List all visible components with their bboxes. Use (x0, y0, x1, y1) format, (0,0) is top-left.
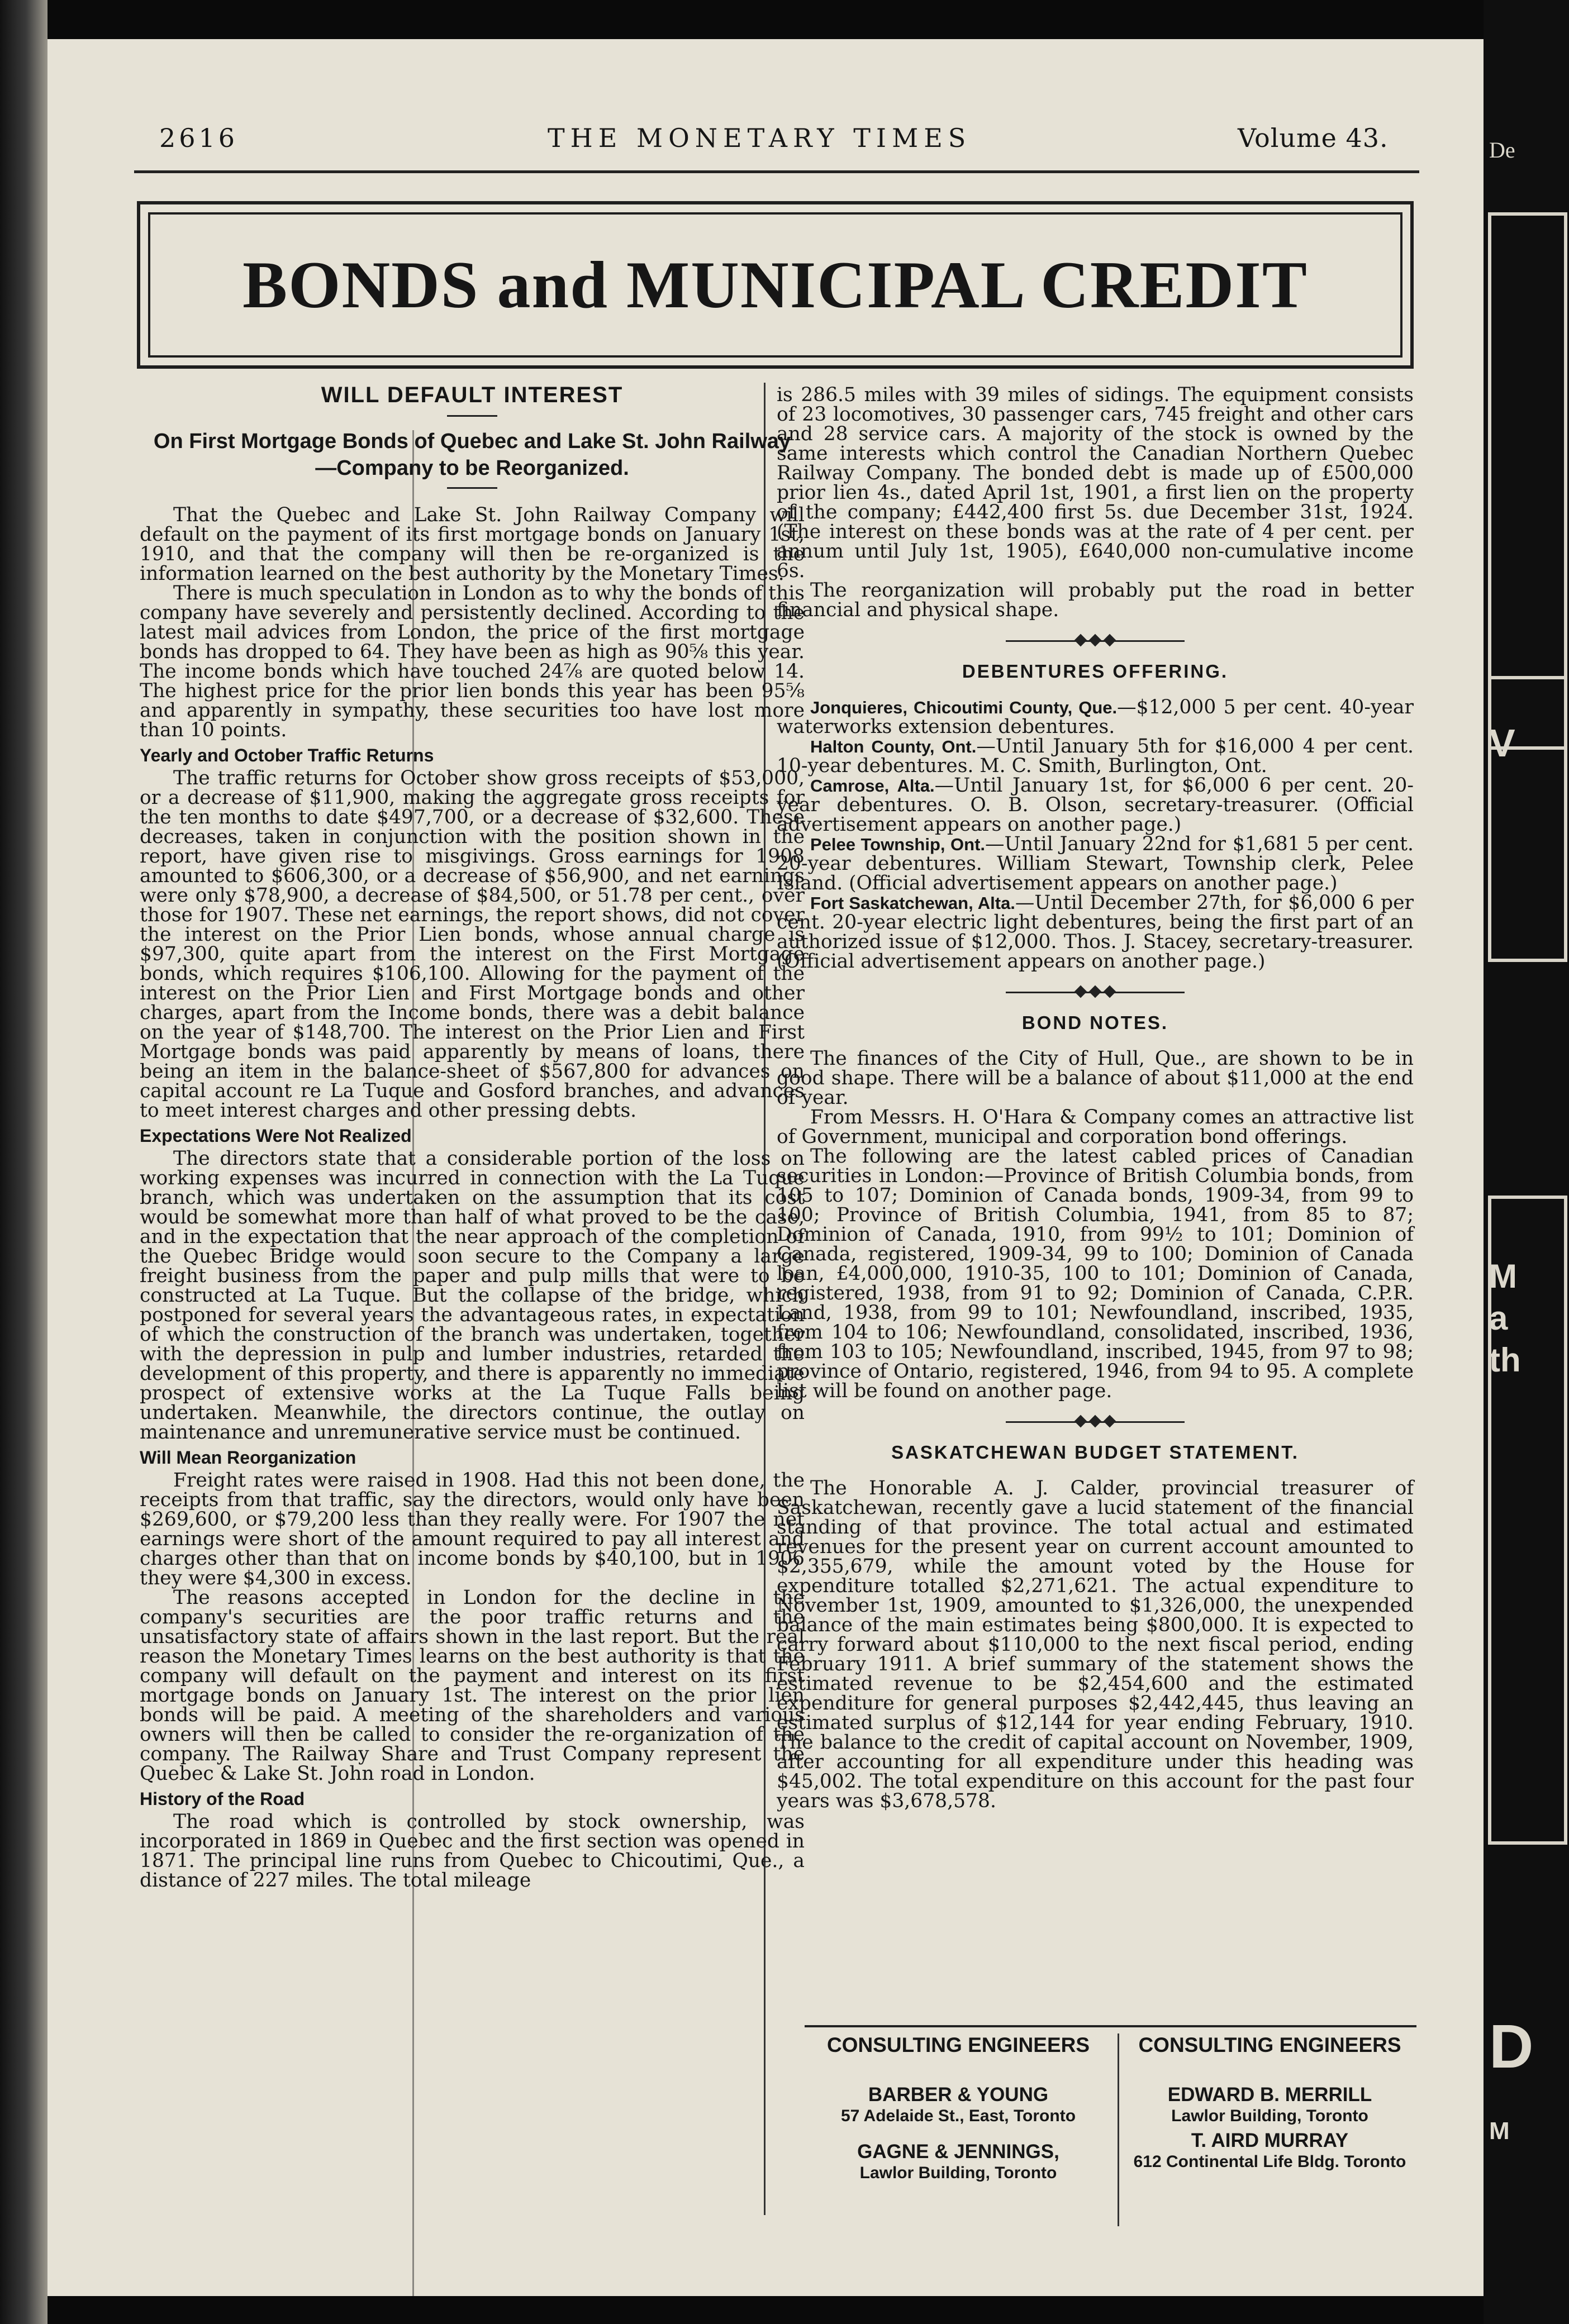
firm-address: Lawlor Building, Toronto (1171, 2107, 1368, 2125)
subheading: Expectations Were Not Realized (140, 1126, 412, 1146)
debenture-name: Jonquieres, Chicoutimi County, Que. (810, 698, 1118, 717)
ad-heading: CONSULTING ENGINEERS (826, 2034, 1090, 2056)
firm-name: GAGNE & JENNINGS, (857, 2141, 1059, 2163)
header-rule (134, 170, 1419, 173)
subtitle-rule (447, 487, 497, 489)
article-paragraph: Freight rates were raised in 1908. Had this not been done, the receipts from that traffic, say the directors, would only have been $269,600, or $79,200 less than they really were. For 1907 the net earnings were short of the amount required to pay all interest and charges other than that on income bonds by $40,100, but in 1906 they were $4,300 in excess. (140, 1469, 805, 1589)
debenture-name: Fort Saskatchewan, Alta. (810, 893, 1015, 913)
book-binding (0, 0, 47, 2324)
right-column (777, 385, 1414, 1811)
article-paragraph: The traffic returns for October show gross receipts of $53,000, or a decrease of $11,900, making the aggregate gross receipts for the ten months to date $497,700, or a decrease of $32,600. These decreases, taken in conjunction with the position shown in the report, have given rise to misgivings. Gross earnings for 1908 amounted to $606,300, or a decrease of $56,900, and net earnings were only $78,900, a decrease of $84,500, or 51.78 per cent., over those for 1907. These net earnings, the report shows, did not cover the interest on the Prior Lien bonds, whose annual charge is $97,300, quite apart from the interest on the First Mortgage bonds, which requires $106,100. Allowing for the payment of the interest on the Prior Lien and First Mortgage bonds and other charges, apart from the Income bonds, there was a debit balance on the year of $148,700. The interest on the Prior Lien and First Mortgage bonds was paid apparently by means of loans, there being an item in the balance-sheet of $567,800 for advances on capital account re La Tuque and Gosford branches, and advances to meet interest charges and other pressing debts. (140, 767, 805, 1122)
article-paragraph: The reasons accepted in London for the decline in the company's securities are the poor traffic returns and the unsatisfactory state of affairs shown in the last report. But the real reason the Monetary Times learns on the best authority is that the company will default on the payment and interest on its first mortgage bonds on January 1st. The interest on the prior lien bonds will be paid. A meeting of the shareholders and various owners will then be called to consider the re-organization of the company. The Railway Share and Trust Company represent the Quebec & Lake St. John road in London. (140, 1587, 805, 1785)
article-subtitle: On First Mortgage Bonds of Quebec and Lake St. John Railway—Company to be Reorganized. (153, 430, 791, 480)
volume-label: Volume 43. (1238, 123, 1389, 153)
adjacent-page-fragment: V (1489, 721, 1515, 765)
section-heading: SASKATCHEWAN BUDGET STATEMENT. (891, 1442, 1299, 1463)
debenture-text: —Until December 27th, for $6,000 6 per cent. 20-year electric light debentures, being the first part of an authorized issue of $12,000. Thos. J. Stacey, secretary-treasurer. (Official advertisement appears on another page.) (777, 892, 1414, 973)
article-paragraph: The Honorable A. J. Calder, provincial treasurer of Saskatchewan, recently gave a lucid statement of the financial standing of that province. The total actual and estimated revenues for the present year on current account amounted to $2,355,679, while the amount voted by the House for expenditure totalled $2,271,621. The actual expenditure to November 1st, 1909, amounted to $1,326,000, the unexpended balance of the main estimates being $800,000. It is expected to carry forward about $110,000 to the next fiscal period, ending February 1911. A brief summary of the statement shows the estimated revenue to be $2,454,600 and the estimated expenditure for general purposes $2,442,445, thus leaving an estimated surplus of $12,144 for year ending February, 1910. The balance to the credit of capital account on November, 1909, after accounting for all expenditure under this heading was $45,002. The total expenditure on this account for the past four years was $3,678,578. (777, 1477, 1414, 1812)
ornamental-divider (1006, 632, 1185, 649)
publication-title: THE MONETARY TIMES (548, 123, 972, 153)
left-column (140, 385, 805, 1890)
debenture-text: —Until January 5th for $16,000 4 per cent. 10-year debentures. M. C. Smith, Burlington, Ont. (777, 735, 1414, 777)
adjacent-page-box (1488, 212, 1567, 750)
subheading: Will Mean Reorganization (140, 1447, 356, 1468)
subheading: Yearly and October Traffic Returns (140, 745, 434, 765)
debenture-name: Camrose, Alta. (810, 776, 935, 796)
consulting-engineers-ad (1123, 2034, 1416, 2187)
ornamental-divider (1006, 1413, 1185, 1430)
debenture-item (777, 893, 1414, 971)
adjacent-page-fragment: D (1489, 2012, 1534, 2081)
adjacent-page-edge (1484, 84, 1569, 2263)
debenture-name: Pelee Township, Ont. (810, 835, 986, 854)
debenture-text: —Until January 22nd for $1,681 5 per cent. 20-year debentures. William Stewart, Township clerk, Pelee Island. (Official advertisement appears on another page.) (777, 833, 1414, 894)
article-paragraph: The directors state that a considerable portion of the loss on working expenses was incurred in connection with the La Tuque branch, which was undertaken on the assumption that its cost would be somewhat more than half of what proved to be the case, and in the expectation that the near approach of the completion of the Quebec Bridge would soon secure to the Company a large freight business from the paper and pulp mills that were to be constructed at La Tuque. But the collapse of the bridge, which postponed for several years the advantageous rates, in expectation of which the construction of the branch was undertaken, together with the depression in pulp and lumber industries, retarded the development of this property, and there is apparently no immediate prospect of extensive works at the La Tuque Falls being undertaken. Meanwhile, the directors continue, the outlay on maintenance and unremunerative service must be continued. (140, 1147, 805, 1444)
ads-divider (1118, 2034, 1119, 2226)
title-rule (447, 415, 497, 417)
section-heading: DEBENTURES OFFERING. (962, 661, 1229, 682)
subheading: History of the Road (140, 1789, 305, 1809)
article-paragraph: The reorganization will probably put the road in better financial and physical shape. (777, 579, 1414, 621)
article-paragraph: From Messrs. H. O'Hara & Company comes an attractive list of Government, municipal and corporation bond offerings. (777, 1106, 1414, 1148)
article-paragraph: The following are the latest cabled prices of Canadian securities in London:—Province of British Columbia bonds, from 105 to 107; Dominion of Canada bonds, 1909-34, from 99 to 100; Province of British Columbia, 1941, from 85 to 87; Dominion of Canada, 1910, from 99½ to 101; Dominion of Canada, registered, 1909-34, 99 to 100; Dominion of Canada loan, £4,000,000, 1910-35, 100 to 101; Dominion of Canada, registered, 1938, from 91 to 92; Dominion of Canada, C.P.R. Land, 1938, from 99 to 101; Newfoundland, inscribed, 1935, from 104 to 106; Newfoundland, consolidated, inscribed, 1936, from 103 to 105; Newfoundland, inscribed, 1945, from 97 to 98; province of Ontario, registered, 1946, from 94 to 95. A complete list will be found on another page. (777, 1145, 1414, 1402)
article-paragraph: There is much speculation in London as to why the bonds of this company have severely and persistently declined. According to the latest mail advices from London, the price of the first mortgage bonds has dropped to 64. They have been as high as 90⅝ this year. The income bonds which have touched 24⅞ are quoted below 14. The highest price for the prior lien bonds this year has been 95⅝ and apparently in sympathy, these securities too have lost more than 10 points. (140, 582, 805, 741)
page-number: 2616 (159, 123, 239, 153)
adjacent-page-fragment: th (1489, 1341, 1521, 1379)
consulting-engineers-ad (805, 2034, 1112, 2198)
debenture-item (777, 737, 1414, 776)
ad-heading: CONSULTING ENGINEERS (1138, 2034, 1401, 2056)
section-banner (137, 201, 1414, 369)
article-paragraph: The finances of the City of Hull, Que., are shown to be in good shape. There will be a balance of about $11,000 at the end of year. (777, 1047, 1414, 1109)
adjacent-page-fragment: M (1489, 1258, 1517, 1295)
debenture-item (777, 835, 1414, 893)
article-paragraph: That the Quebec and Lake St. John Railway Company will default on the payment of its first mortgage bonds on January 1st, 1910, and that the company will then be re-organized is the information learned on the best authority by the Monetary Times. (140, 504, 805, 585)
adjacent-page-box (1488, 1196, 1567, 1845)
ornamental-divider (1006, 984, 1185, 1001)
firm-name: EDWARD B. MERRILL (1167, 2084, 1372, 2106)
section-title: BONDS and MUNICIPAL CREDIT (243, 247, 1308, 322)
debenture-text: —$12,000 5 per cent. 40-year waterworks extension debentures. (777, 696, 1414, 738)
adjacent-page-fragment: M (1489, 2117, 1510, 2145)
debenture-name: Halton County, Ont. (810, 737, 977, 756)
firm-address: Lawlor Building, Toronto (859, 2164, 1057, 2182)
article-paragraph: The road which is controlled by stock ownership, was incorporated in 1869 in Quebec and the first section was opened in 1871. The principal line runs from Quebec to Chicoutimi, Que., a distance of 227 miles. The total mileage (140, 1811, 805, 1892)
firm-address: 612 Continental Life Bldg. Toronto (1133, 2152, 1406, 2171)
debenture-item (777, 698, 1414, 737)
firm-address: 57 Adelaide St., East, Toronto (840, 2107, 1076, 2125)
adjacent-page-box (1488, 676, 1567, 962)
banner-frame (148, 212, 1402, 358)
adjacent-page-fragment: De (1489, 137, 1515, 163)
article-title: WILL DEFAULT INTEREST (321, 383, 624, 407)
article-paragraph: is 286.5 miles with 39 miles of sidings. The equipment consists of 23 locomotives, 30 passenger cars, 745 freight and other cars and 28 service cars. A majority of the stock is owned by the same interests which control the Canadian Northern Quebec Railway Company. The bonded debt is made up of £500,000 prior lien 4s., dated April 1st, 1901, a first lien on the property of the company; £442,400 first 5s. due December 31st, 1924. (The interest on these bonds was at the rate of 4 per cent. per annum until July 1st, 1905), £640,000 non-cumulative income 6s. (777, 384, 1414, 582)
ads-rule (805, 2025, 1416, 2027)
adjacent-page-fragment: a (1489, 1299, 1508, 1337)
debenture-item (777, 776, 1414, 835)
section-heading: BOND NOTES. (1021, 1012, 1169, 1033)
debenture-text: —Until January 1st, for $6,000 6 per cent. 20-year debentures. O. B. Olson, secretary-treasurer. (Official advertisement appears on another page.) (777, 774, 1414, 836)
firm-name: T. AIRD MURRAY (1191, 2130, 1349, 2151)
firm-name: BARBER & YOUNG (868, 2084, 1049, 2106)
